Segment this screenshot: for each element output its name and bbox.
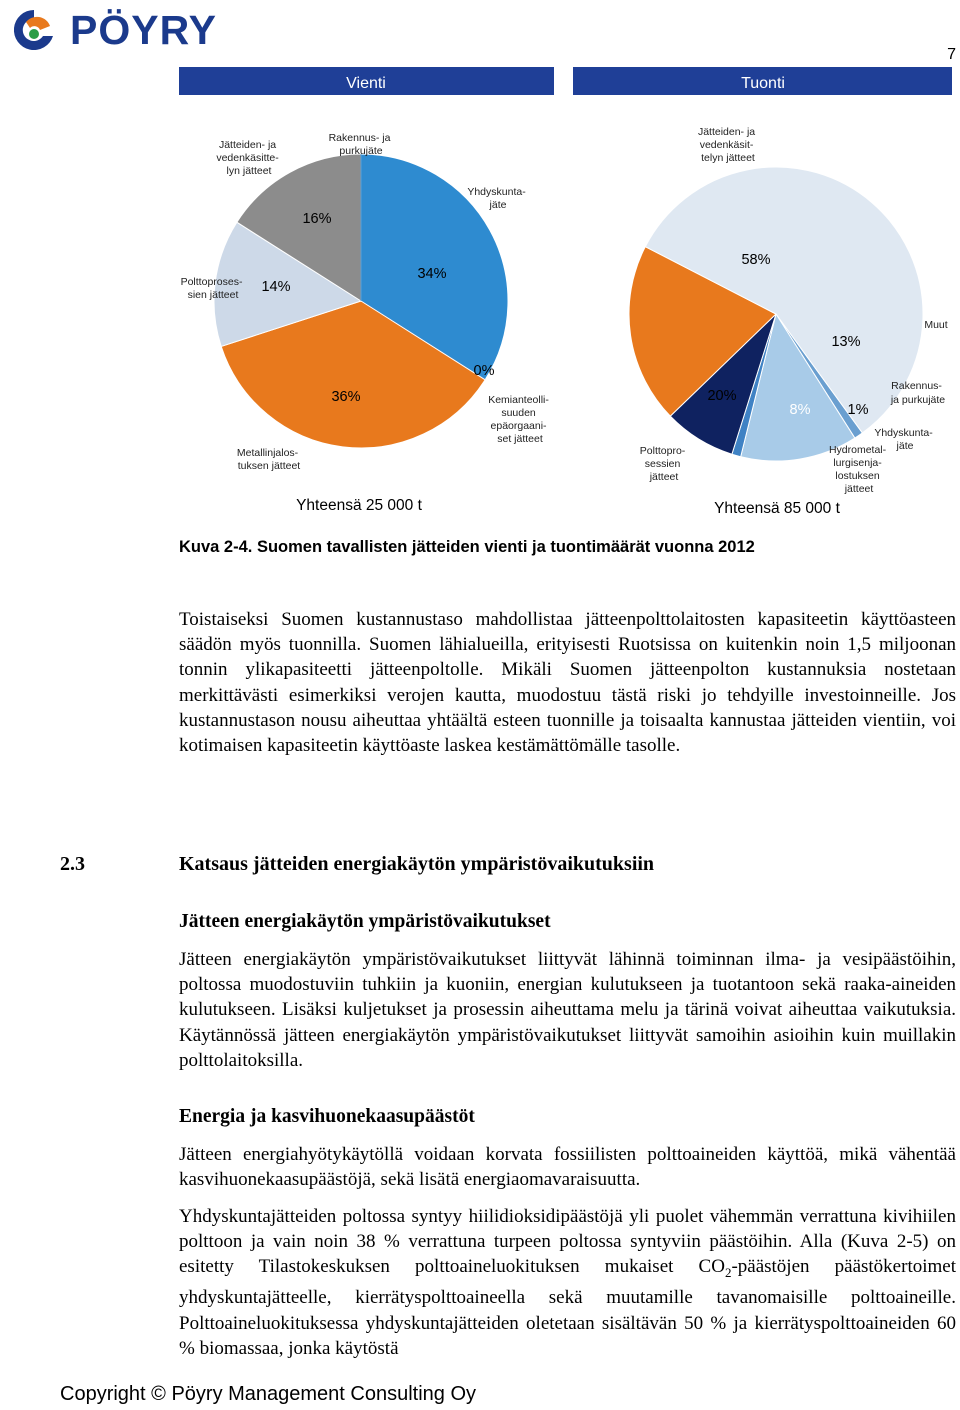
paragraph-energy-recovery: Jätteen energiahyötykäytöllä voidaan korvata fossiilisten polttoaineiden käyttöä, mikä vähentää kasvihuonekaasupäästöjä, sekä lisätä energiaomavaraisuutta. <box>179 1144 956 1191</box>
paragraph-environmental-impacts: Jätteen energiakäytön ympäristövaikutukset liittyvät lähinnä toiminnan ilma- ja vesipäästöihin, poltossa muodostuviin tuhkiin ja kuoniin, energian kulutukseen ja tuotantoon sekä raaka-aineiden kulutukseen. Lisäksi kuljetukset ja prosessin aiheuttama melu ja tärinä voivat aiheuttaa vaikutuksia. Käytännössä jätteen energiakäytön ympäristövaikutukset liittyvät samoihin asioihin kuin muillakin polttolaitoksilla. <box>179 949 956 1071</box>
section-title: Katsaus jätteiden energiakäytön ympäristövaikutuksiin <box>179 853 655 875</box>
export-total: Yhteensä 25 000 t <box>296 497 422 514</box>
paragraph-capacity: Toistaiseksi Suomen kustannustaso mahdollistaa jätteenpolttolaitosten kapasiteetin käyttöasteen säädön myös tuonnilla. Suomen lähialueilla, erityisesti Ruotsissa on kuitenkin noin 1,5 miljoonan tonnin ylikapasiteetti jätteenpoltolle. Mikäli Suomen jätteenpolton kustannuksia nostetaan merkittävästi esimerkiksi verojen kautta, muodostuu tästä riski jo tehdyille investoinneille. Jos kustannustason nousu aiheuttaa yhtäältä esteen tuonnille ja toisaalta kannustaa jätteiden vientiin, voi kotimaisen kapasiteetin käyttöaste laskea kestämättömälle tasolle. <box>179 609 956 757</box>
subheading-greenhouse-gases: Energia ja kasvihuonekaasupäästöt <box>179 1106 475 1127</box>
page-number: 7 <box>947 46 956 63</box>
import-category-yhdyskunta: Yhdyskunta- jäte <box>874 427 933 452</box>
export-category-kemianteolli: Kemianteolli- suuden epäorgaani- set jätteet <box>488 394 549 445</box>
pie-charts-figure <box>176 66 956 526</box>
logo-wordmark: PÖYRY <box>70 7 218 53</box>
import-category-rakennus: Rakennus- ja purkujäte <box>890 380 946 406</box>
export-chart-title: Vienti <box>346 75 386 92</box>
export-slice-label-kemian: 0% <box>473 363 495 379</box>
export-slice-label-yhdyskunta: 34% <box>417 266 447 282</box>
export-category-polttoproses: Polttoproses- sien jätteet <box>180 276 243 301</box>
co2-text-b: -päästöjen päästökertoimet yhdyskuntajätteelle, kierrätyspolttoaineella sekä muutamille tavanomaisille polttoaineille. Polttoaineluokituksessa yhdyskuntajätteiden oletetaan sisältävän 50 % ja kierrätyspolttoaineiden 60 % biomassaa, jonka käytöstä <box>179 1256 956 1359</box>
section-number: 2.3 <box>60 853 85 875</box>
import-chart-title: Tuonti <box>741 75 785 92</box>
import-slice-label-hydrometal: 8% <box>789 402 811 418</box>
import-category-polttopro: Polttopro- sessien jätteet <box>639 445 686 483</box>
import-total: Yhteensä 85 000 t <box>714 500 840 517</box>
poyry-swirl-icon <box>6 6 62 54</box>
pie-charts-svg <box>176 66 956 526</box>
import-category-hydrometal: Hydrometal- lurgisenja- lostuksen jätteet <box>828 444 887 495</box>
co2-subscript: 2 <box>724 1265 732 1281</box>
footer-copyright: Copyright © Pöyry Management Consulting Oy <box>60 1383 477 1405</box>
subheading-environmental-impacts: Jätteen energiakäytön ympäristövaikutukset <box>179 911 551 932</box>
import-category-jatteiden: Jätteiden- ja vedenkäsit- telyn jätteet <box>697 126 756 164</box>
paragraph-co2-emissions <box>179 1204 956 1361</box>
figure-caption: Kuva 2-4. Suomen tavallisten jätteiden vienti ja tuontimäärät vuonna 2012 <box>179 538 755 556</box>
export-category-rakennus: Rakennus- ja purkujäte <box>328 132 391 157</box>
export-category-metallinjalos: Metallinjalos- tuksen jätteet <box>236 447 301 472</box>
export-slice-label-poltto: 14% <box>261 279 291 295</box>
import-slice-label-yhdyskunta: 1% <box>847 402 869 418</box>
company-logo <box>6 6 246 54</box>
export-slice-label-metalli: 36% <box>331 389 361 405</box>
import-slice-label-jatteiden: 58% <box>741 252 771 268</box>
import-pie <box>629 167 923 461</box>
import-slice-label-poltto: 20% <box>707 388 737 404</box>
import-category-muut: Muut <box>924 319 948 331</box>
export-pie <box>214 154 508 448</box>
import-slice-label-rakennus: 13% <box>831 334 861 350</box>
co2-text-a: Yhdyskuntajätteiden poltossa syntyy hiilidioksidipäästöjä yli puolet vähemmän verrattuna kivihiilen polttoon ja vain noin 38 % verrattuna turpeen poltossa syntyviin päästöihin. Alla (Kuva 2-5) on esitetty Tilastokeskuksen polttoaineluokituksen mukaiset CO <box>179 1206 956 1278</box>
export-category-yhdyskunta: Yhdyskunta- jäte <box>467 186 526 211</box>
export-category-jatteiden: Jätteiden- ja vedenkäsitte- lyn jätteet <box>216 139 279 177</box>
export-slice-label-jatteiden: 16% <box>302 211 332 227</box>
